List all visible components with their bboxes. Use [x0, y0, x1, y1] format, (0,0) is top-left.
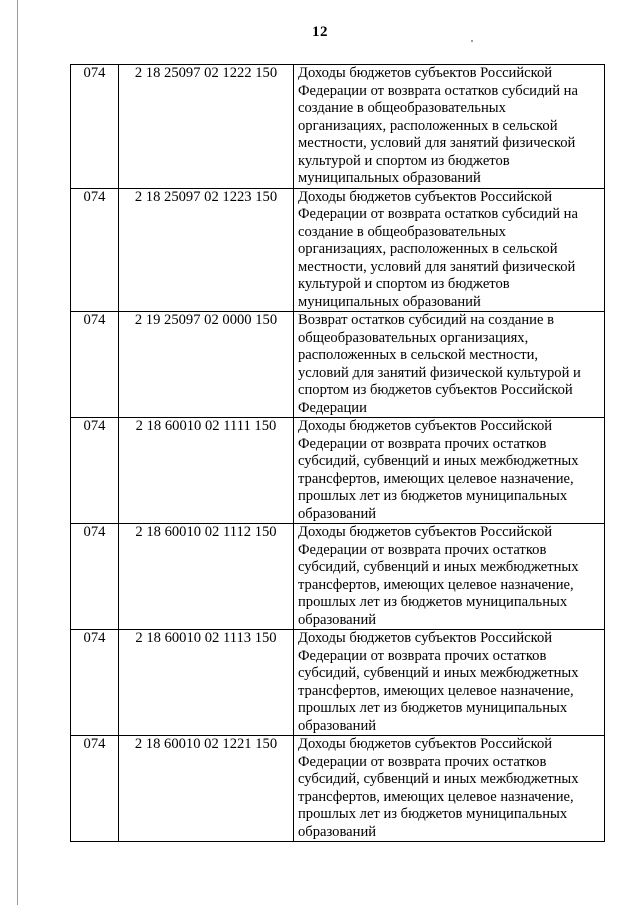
- revenue-name: Доходы бюджетов субъектов Российской Федерации от возврата прочих остатков субсидий, субвенций и иных межбюджетных трансфертов, имеющих целевое назначение, прошлых лет из бюджетов муниципальных образований: [298, 736, 579, 840]
- table-row: [71, 188, 605, 312]
- kbk-code-cell: [119, 630, 294, 736]
- kbk-code-cell: [119, 312, 294, 418]
- admin-code: 074: [83, 188, 106, 205]
- revenue-name: Возврат остатков субсидий на создание в общеобразовательных организациях, расположенных в сельской местности, условий для занятий физической культурой и спортом из бюджетов субъектов Российской Федерации: [298, 312, 581, 416]
- admin-code-cell: [71, 524, 119, 630]
- admin-code: 074: [83, 736, 106, 752]
- admin-code-cell: [71, 630, 119, 736]
- page-number: 12: [312, 24, 328, 40]
- admin-code: 074: [83, 524, 106, 540]
- revenue-name: Доходы бюджетов субъектов Российской Федерации от возврата прочих остатков субсидий, субвенций и иных межбюджетных трансфертов, имеющих целевое назначение, прошлых лет из бюджетов муниципальных образований: [298, 630, 579, 734]
- revenue-name-cell: [294, 630, 605, 736]
- kbk-code: 2 19 25097 02 0000 150: [134, 312, 278, 328]
- admin-code-cell: [71, 188, 119, 312]
- kbk-code: 2 18 25097 02 1223 150: [134, 188, 278, 205]
- revenue-name-cell: [294, 312, 605, 418]
- admin-code-cell: [71, 65, 119, 189]
- kbk-code-cell: [119, 736, 294, 842]
- table-body: [71, 65, 605, 842]
- revenue-name: Доходы бюджетов субъектов Российской Федерации от возврата остатков субсидий на создание в общеобразовательных организациях, расположенных в сельской местности, условий для занятий физической культурой и спортом из бюджетов муниципальных образований: [298, 65, 578, 186]
- revenue-name-cell: [294, 188, 605, 312]
- kbk-code: 2 18 60010 02 1112 150: [135, 524, 277, 540]
- kbk-code-cell: [119, 418, 294, 524]
- revenue-name-cell: [294, 736, 605, 842]
- revenue-name: Доходы бюджетов субъектов Российской Федерации от возврата прочих остатков субсидий, субвенций и иных межбюджетных трансфертов, имеющих целевое назначение, прошлых лет из бюджетов муниципальных образований: [298, 418, 579, 522]
- table-row: [71, 630, 605, 736]
- admin-code: 074: [83, 418, 106, 434]
- admin-code: 074: [83, 312, 106, 328]
- kbk-code-cell: [119, 65, 294, 189]
- kbk-code-cell: [119, 188, 294, 312]
- kbk-code: 2 18 60010 02 1221 150: [134, 736, 278, 752]
- admin-code-cell: [71, 736, 119, 842]
- scan-left-edge: [17, 0, 18, 905]
- admin-code: 074: [83, 630, 106, 646]
- table-row: [71, 524, 605, 630]
- admin-code: 074: [83, 65, 106, 81]
- table-row: [71, 418, 605, 524]
- kbk-code-cell: [119, 524, 294, 630]
- revenue-name: Доходы бюджетов субъектов Российской Федерации от возврата остатков субсидий на создание в общеобразовательных организациях, расположенных в сельской местности, условий для занятий физической культурой и спортом из бюджетов муниципальных образований: [298, 188, 578, 310]
- admin-code-cell: [71, 418, 119, 524]
- revenue-name-cell: [294, 524, 605, 630]
- revenue-name-cell: [294, 418, 605, 524]
- table-row: [71, 312, 605, 418]
- kbk-code: 2 18 25097 02 1222 150: [134, 65, 278, 81]
- budget-codes-table: [70, 64, 605, 842]
- admin-code-cell: [71, 312, 119, 418]
- table-row: [71, 65, 605, 189]
- kbk-code: 2 18 60010 02 1113 150: [135, 630, 277, 646]
- revenue-name: Доходы бюджетов субъектов Российской Федерации от возврата прочих остатков субсидий, субвенций и иных межбюджетных трансфертов, имеющих целевое назначение, прошлых лет из бюджетов муниципальных образований: [298, 524, 579, 628]
- table-row: [71, 736, 605, 842]
- revenue-name-cell: [294, 65, 605, 189]
- kbk-code: 2 18 60010 02 1111 150: [135, 418, 277, 434]
